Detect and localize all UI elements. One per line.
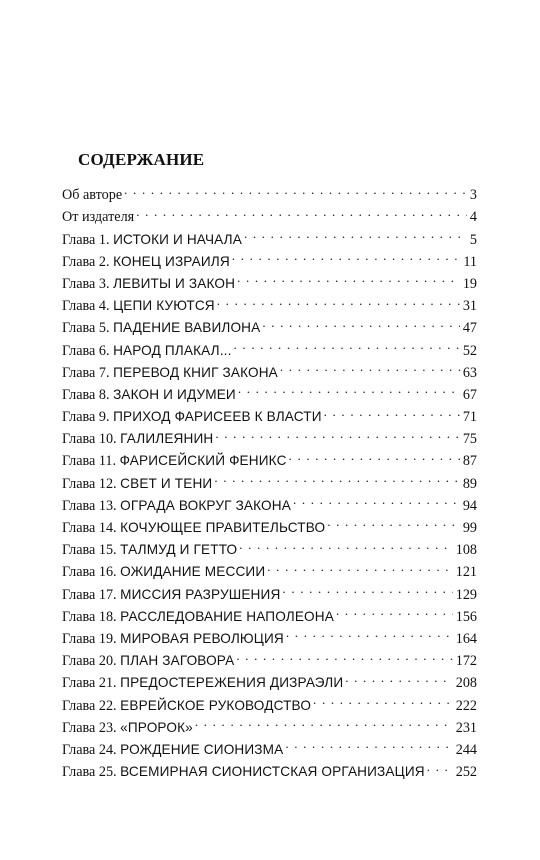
dot-leader bbox=[280, 363, 460, 377]
dot-leader bbox=[217, 296, 460, 310]
toc-entry-title: МИССИЯ РАЗРУШЕНИЯ bbox=[120, 586, 281, 602]
toc-entry-label bbox=[62, 232, 242, 249]
toc-entry-prefix: Глава 14. bbox=[62, 520, 117, 536]
toc-entry-title: РОЖДЕНИЕ СИОНИЗМА bbox=[120, 741, 284, 757]
dot-leader bbox=[237, 274, 460, 288]
toc-entry bbox=[62, 451, 477, 473]
toc-entry-prefix: Глава 23. bbox=[62, 719, 117, 736]
toc-entry-prefix: Глава 19. bbox=[62, 630, 117, 647]
toc-entry-title: ПАДЕНИЕ ВАВИЛОНА bbox=[113, 320, 261, 336]
toc-entry-label bbox=[62, 254, 230, 271]
toc-entry-title: СВЕТ И ТЕНИ bbox=[120, 475, 213, 491]
dot-leader bbox=[136, 207, 467, 221]
toc-entry-page-number: 87 bbox=[462, 453, 477, 470]
dot-leader bbox=[293, 496, 460, 510]
toc-entry-prefix: Глава 10. bbox=[62, 431, 117, 448]
toc-entry bbox=[62, 473, 477, 495]
toc-entry-prefix: Глава 20. bbox=[62, 653, 117, 670]
toc-entry-title: ФАРИСЕЙСКИЙ ФЕНИКС bbox=[119, 453, 287, 469]
toc-entry bbox=[62, 229, 477, 251]
toc-entry-label bbox=[62, 520, 325, 537]
toc-entry-page-number: 89 bbox=[462, 475, 477, 492]
toc-entry-prefix: Глава 25. bbox=[62, 764, 117, 781]
toc-entry-label bbox=[62, 276, 235, 293]
toc-entry-page-number: 172 bbox=[455, 653, 477, 670]
toc-entry-page-number: 3 bbox=[469, 187, 477, 204]
toc-entry bbox=[62, 496, 477, 518]
toc-entry-title: ПРЕДОСТЕРЕЖЕНИЯ ДИЗРАЭЛИ bbox=[120, 675, 344, 691]
toc-entry bbox=[62, 340, 477, 362]
toc-list bbox=[62, 185, 477, 784]
dot-leader bbox=[336, 607, 453, 621]
toc-entry-title: ОГРАДА ВОКРУГ ЗАКОНА bbox=[120, 497, 291, 513]
toc-entry-label bbox=[62, 564, 265, 581]
dot-leader bbox=[289, 451, 460, 465]
toc-entry-label bbox=[62, 387, 236, 404]
toc-entry bbox=[62, 562, 477, 584]
dot-leader bbox=[214, 473, 459, 487]
toc-entry-label bbox=[62, 476, 212, 493]
toc-entry-label bbox=[62, 609, 334, 626]
toc-entry-title: ЗАКОН И ИДУМЕИ bbox=[113, 386, 236, 402]
dot-leader bbox=[345, 673, 452, 687]
toc-entry-prefix: Глава 24. bbox=[62, 741, 117, 758]
toc-entry bbox=[62, 518, 477, 540]
toc-entry-prefix: Глава 1. bbox=[62, 231, 110, 248]
toc-entry-label bbox=[62, 720, 193, 737]
toc-entry-label bbox=[62, 764, 425, 781]
toc-entry-title: РАССЛЕДОВАНИЕ НАПОЛЕОНА bbox=[120, 608, 334, 624]
toc-entry-prefix: От издателя bbox=[62, 209, 135, 226]
toc-entry bbox=[62, 695, 477, 717]
dot-leader bbox=[244, 229, 467, 243]
toc-entry bbox=[62, 318, 477, 340]
toc-entry-label bbox=[62, 498, 291, 515]
toc-entry-page-number: 99 bbox=[462, 520, 477, 536]
toc-entry-prefix: Глава 21. bbox=[62, 675, 117, 692]
toc-entry bbox=[62, 673, 477, 695]
dot-leader bbox=[262, 318, 459, 332]
dot-leader bbox=[313, 695, 453, 709]
toc-entry-title: МИРОВАЯ РЕВОЛЮЦИЯ bbox=[120, 630, 284, 646]
toc-entry-page-number: 19 bbox=[462, 275, 477, 292]
toc-entry-prefix: Глава 13. bbox=[62, 497, 117, 514]
toc-heading: СОДЕРЖАНИЕ bbox=[78, 150, 205, 169]
dot-leader bbox=[232, 252, 461, 266]
toc-entry bbox=[62, 385, 477, 407]
toc-entry-prefix: Глава 18. bbox=[62, 608, 117, 625]
dot-leader bbox=[282, 584, 452, 598]
toc-entry bbox=[62, 540, 477, 562]
toc-entry-prefix: Глава 17. bbox=[62, 586, 117, 603]
toc-entry-label bbox=[62, 698, 311, 715]
toc-entry-page-number: 75 bbox=[462, 431, 477, 448]
toc-entry-page-number: 52 bbox=[462, 342, 477, 359]
dot-leader bbox=[286, 629, 453, 643]
toc-entry bbox=[62, 185, 477, 207]
toc-entry-title: ТАЛМУД И ГЕТТО bbox=[120, 542, 238, 558]
toc-entry bbox=[62, 584, 477, 606]
toc-entry bbox=[62, 740, 477, 762]
toc-entry-prefix: Глава 5. bbox=[62, 320, 110, 337]
toc-entry-page-number: 5 bbox=[469, 231, 477, 248]
toc-entry-label bbox=[62, 542, 237, 559]
dot-leader bbox=[427, 762, 453, 776]
toc-entry-label bbox=[62, 431, 213, 448]
toc-entry-prefix: Глава 9. bbox=[62, 409, 110, 426]
toc-entry-page-number: 164 bbox=[455, 630, 477, 647]
toc-entry-title: «ПРОРОК» bbox=[120, 719, 193, 735]
dot-leader bbox=[285, 740, 452, 754]
toc-entry-label bbox=[62, 587, 280, 604]
toc-entry bbox=[62, 762, 477, 784]
toc-entry bbox=[62, 429, 477, 451]
toc-entry bbox=[62, 629, 477, 651]
toc-entry-page-number: 121 bbox=[455, 564, 477, 581]
toc-entry-label bbox=[62, 209, 134, 226]
toc-entry bbox=[62, 651, 477, 673]
toc-entry-prefix: Глава 7. bbox=[62, 364, 110, 381]
toc-entry-page-number: 252 bbox=[455, 764, 477, 781]
toc-entry bbox=[62, 252, 477, 274]
toc-entry-page-number: 244 bbox=[455, 741, 477, 758]
toc-entry-page-number: 63 bbox=[462, 364, 477, 381]
dot-leader bbox=[267, 562, 452, 576]
toc-entry-label bbox=[62, 320, 260, 337]
dot-leader bbox=[324, 407, 460, 421]
toc-entry-label bbox=[62, 631, 284, 648]
toc-entry-label bbox=[62, 742, 283, 759]
dot-leader bbox=[124, 185, 467, 199]
toc-entry-prefix: Глава 11. bbox=[62, 453, 117, 470]
toc-entry-title: КОЧУЮЩЕЕ ПРАВИТЕЛЬСТВО bbox=[120, 520, 326, 535]
toc-entry-title: ВСЕМИРНАЯ СИОНИСТСКАЯ ОРГАНИЗАЦИЯ bbox=[120, 764, 425, 780]
toc-entry-title: ИСТОКИ И НАЧАЛА bbox=[113, 231, 242, 247]
toc-entry-prefix: Глава 2. bbox=[62, 253, 110, 270]
toc-entry-title: ЕВРЕЙСКОЕ РУКОВОДСТВО bbox=[120, 697, 312, 713]
toc-entry-prefix: Глава 3. bbox=[62, 275, 110, 292]
toc-entry bbox=[62, 607, 477, 629]
toc-entry-label bbox=[62, 653, 234, 670]
toc-entry-page-number: 71 bbox=[462, 409, 477, 426]
toc-entry-label bbox=[62, 675, 343, 692]
toc-entry-prefix: Глава 4. bbox=[62, 298, 110, 315]
toc-entry bbox=[62, 296, 477, 318]
toc-entry-title: ЛЕВИТЫ И ЗАКОН bbox=[113, 275, 236, 291]
toc-entry bbox=[62, 407, 477, 429]
toc-entry bbox=[62, 207, 477, 229]
dot-leader bbox=[236, 651, 452, 665]
toc-entry-title: ОЖИДАНИЕ МЕССИИ bbox=[120, 564, 266, 580]
toc-entry-page-number: 94 bbox=[462, 497, 477, 514]
dot-leader bbox=[215, 429, 459, 443]
dot-leader bbox=[239, 540, 452, 554]
toc-entry-page-number: 129 bbox=[455, 586, 477, 603]
toc-entry-page-number: 4 bbox=[469, 209, 477, 226]
toc-entry-title: ГАЛИЛЕЯНИН bbox=[120, 431, 214, 447]
dot-leader bbox=[238, 385, 460, 399]
toc-entry bbox=[62, 718, 477, 740]
toc-entry-prefix: Глава 22. bbox=[62, 697, 117, 714]
toc-entry bbox=[62, 274, 477, 296]
toc-entry-page-number: 231 bbox=[455, 719, 477, 736]
toc-entry-page-number: 67 bbox=[462, 386, 477, 403]
toc-entry-label bbox=[62, 187, 122, 204]
toc-entry-prefix: Глава 8. bbox=[62, 386, 110, 403]
toc-entry-prefix: Глава 15. bbox=[62, 542, 117, 559]
toc-entry-title: ЦЕПИ КУЮТСЯ bbox=[113, 298, 215, 314]
toc-entry-label bbox=[62, 365, 278, 382]
toc-entry-title: ПЕРЕВОД КНИГ ЗАКОНА bbox=[113, 364, 278, 380]
toc-entry-title: КОНЕЦ ИЗРАИЛЯ bbox=[113, 253, 230, 269]
toc-entry-title: НАРОД ПЛАКАЛ... bbox=[113, 342, 232, 358]
toc-entry-label bbox=[62, 453, 287, 470]
toc-entry-page-number: 11 bbox=[463, 253, 477, 270]
toc-entry-page-number: 108 bbox=[455, 542, 477, 559]
toc-entry-prefix: Глава 16. bbox=[62, 564, 117, 581]
toc-entry-page-number: 31 bbox=[462, 298, 477, 315]
toc-entry-prefix: Глава 6. bbox=[62, 342, 110, 359]
toc-entry-page-number: 156 bbox=[455, 608, 477, 625]
toc-entry-title: ПЛАН ЗАГОВОРА bbox=[120, 653, 235, 669]
dot-leader bbox=[195, 718, 453, 732]
toc-entry-page-number: 208 bbox=[455, 675, 477, 692]
toc-entry-label bbox=[62, 409, 322, 426]
toc-entry-label bbox=[62, 343, 232, 360]
toc-entry-label bbox=[62, 298, 215, 315]
toc-entry-title: ПРИХОД ФАРИСЕЕВ К ВЛАСТИ bbox=[113, 409, 322, 425]
toc-entry-prefix: Об авторе bbox=[62, 187, 123, 204]
toc-entry-page-number: 47 bbox=[462, 320, 477, 337]
toc-entry-prefix: Глава 12. bbox=[62, 475, 117, 492]
toc-entry bbox=[62, 363, 477, 385]
toc-entry-page-number: 222 bbox=[455, 697, 477, 714]
dot-leader bbox=[234, 340, 460, 354]
dot-leader bbox=[327, 518, 460, 532]
